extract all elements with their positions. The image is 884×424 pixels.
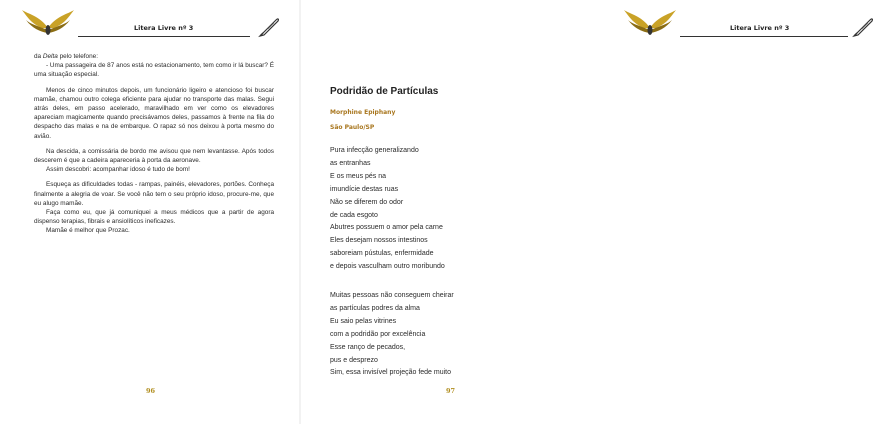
poem-line: as partículas podres da alma xyxy=(330,304,420,312)
poem-line: Muitas pessoas não conseguem cheirar xyxy=(330,292,454,299)
poem-line: saboreiam pústulas, enfermidade xyxy=(330,250,434,258)
winged-logo-icon xyxy=(20,6,76,40)
paragraph: - Uma passageira de 87 anos está no estacionamento, tem como ir lá buscar? É uma situação especial. xyxy=(34,62,274,79)
page-header xyxy=(20,6,288,42)
article-body xyxy=(34,52,274,236)
paragraph: Menos de cinco minutos depois, um funcionário ligeiro e atencioso foi buscar mamãe, chamou outro colega eficiente para ajudar no transporte das malas. Segui atrás deles, em passo acelerado, maravilhado em ver como os elevadores apareciam magicamente quando precisávamos deles, passamos à frente na fila do despacho das malas e na de embarque. O rapaz só nos deixou à porta mesmo do avião. xyxy=(34,86,274,140)
poem-line: pus e desprezo xyxy=(330,356,378,364)
paragraph: Esqueça as dificuldades todas - rampas, painéis, elevadores, portões. Conheça finalmente a alegria de voar. Se você não tem o seu próprio idoso, procure-me, que eu alugo mamãe. xyxy=(34,181,274,207)
poem-line: e depois vasculham outro moribundo xyxy=(330,263,445,271)
poem-stanza-2 xyxy=(330,290,570,380)
left-page xyxy=(0,0,300,424)
quill-pen-icon xyxy=(852,16,874,38)
page-header xyxy=(622,6,884,42)
poem-title: Podridão de Partículas xyxy=(330,86,439,97)
paragraph: Mamãe é melhor que Prozac. xyxy=(46,227,130,235)
poem-stanza-1 xyxy=(330,145,570,274)
paragraph: da Delta pelo telefone: xyxy=(34,53,98,60)
paragraph: Na descida, a comissária de bordo me avisou que nem levantasse. Após todos descerem é que a cadeira apareceria à porta da aeronave. xyxy=(34,147,274,165)
poem-line: Eles desejam nossos intestinos xyxy=(330,237,428,245)
paragraph: Faça como eu, que já comuniquei a meus médicos que a partir de agora dispenso terapias, fibrais e ansiolíticos ineficazes. xyxy=(34,209,274,226)
author-location: São Paulo/SP xyxy=(330,124,375,131)
poem-line: de cada esgoto xyxy=(330,211,378,219)
page-number: 97 xyxy=(446,387,456,395)
poem-line: Abutres possuem o amor pela carne xyxy=(330,224,443,232)
poem-line: E os meus pés na xyxy=(330,172,387,180)
poem-line: com a podridão por excelência xyxy=(330,330,426,338)
header-rule xyxy=(680,36,848,37)
header-rule xyxy=(78,36,250,37)
poem-line: as entranhas xyxy=(330,159,371,167)
poem-line: Esse ranço de pecados, xyxy=(330,343,406,351)
magazine-title: Litera Livre nº 3 xyxy=(730,24,790,32)
right-page xyxy=(300,0,790,424)
poem-line: imundície destas ruas xyxy=(330,185,399,193)
quill-pen-icon xyxy=(258,16,280,38)
page-number: 96 xyxy=(146,387,156,395)
poem-line: Sim, essa invisível projeção fede muito xyxy=(330,369,451,377)
poem-author: Morphine Epiphany xyxy=(330,109,396,116)
poem-line: Não se diferem do odor xyxy=(330,198,404,206)
poem-line: Eu saio pelas vitrines xyxy=(330,317,397,325)
magazine-title: Litera Livre nº 3 xyxy=(134,24,194,32)
poem-line: Pura infecção generalizando xyxy=(330,147,419,154)
paragraph: Assim descobri: acompanhar idoso é tudo de bom! xyxy=(46,166,190,174)
winged-logo-icon xyxy=(622,6,678,40)
